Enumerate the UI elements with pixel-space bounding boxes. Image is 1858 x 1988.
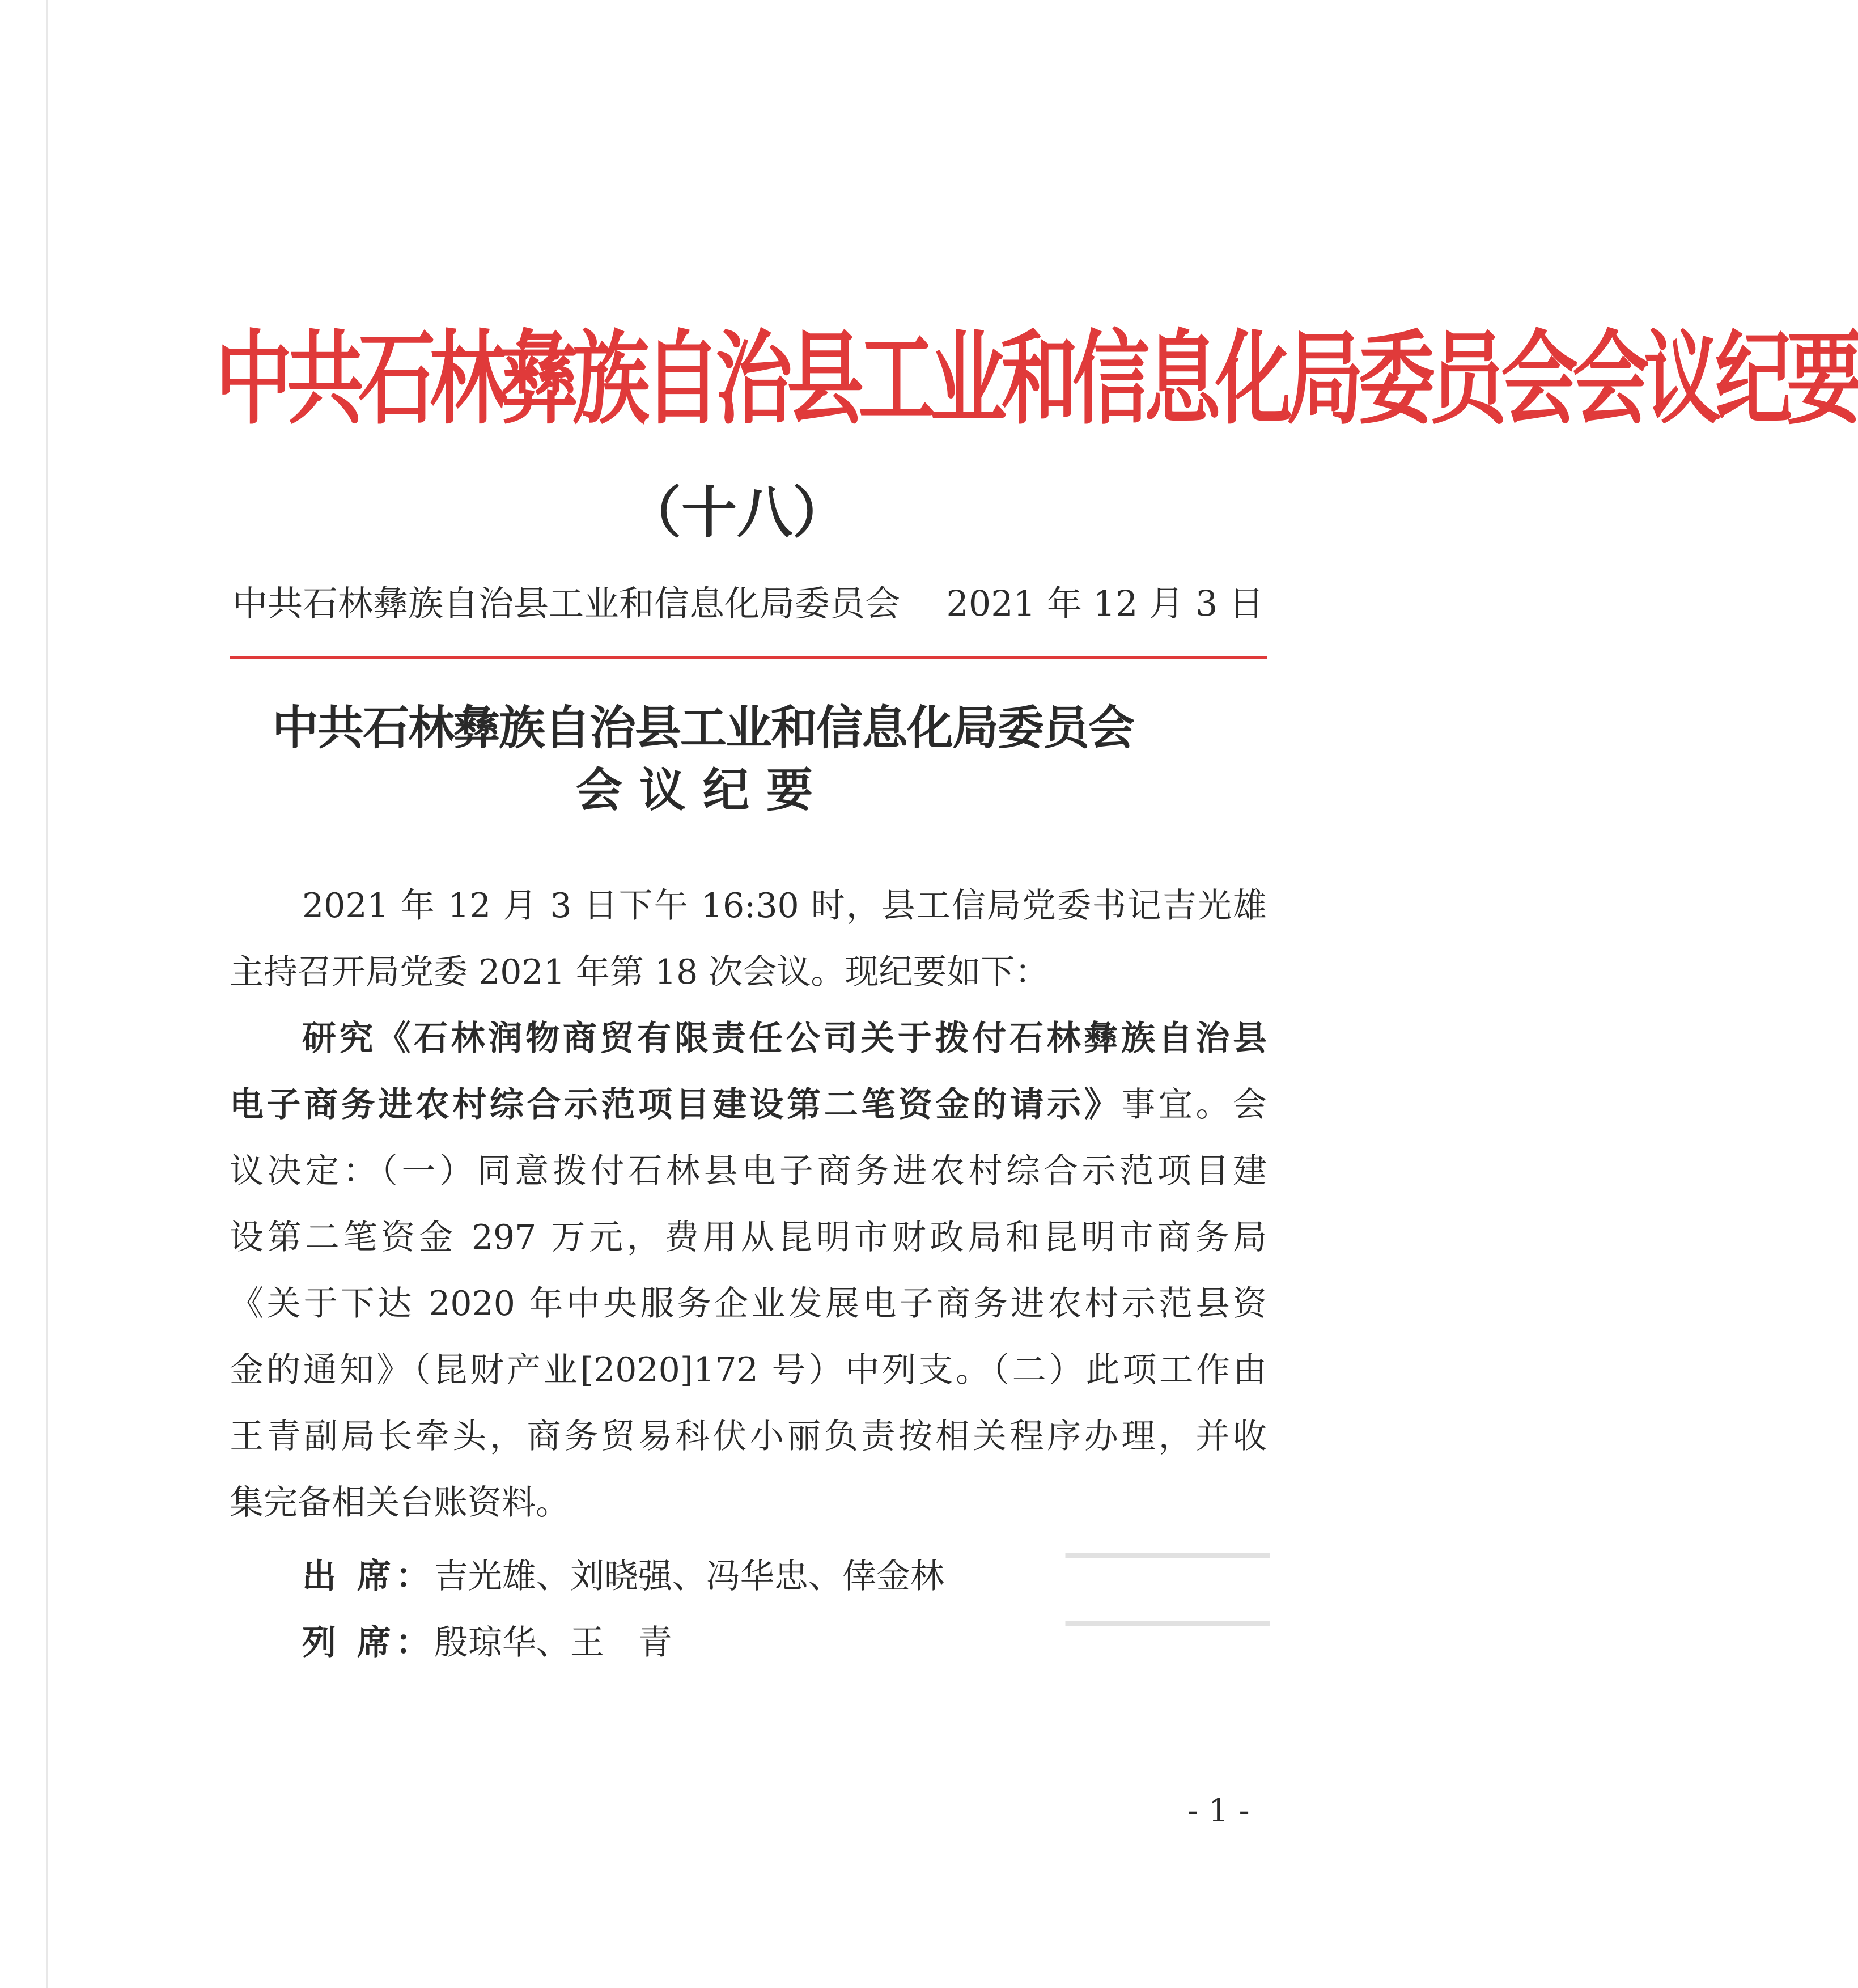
- attending-names: 殷琼华、王 青: [434, 1623, 672, 1663]
- attending-label: 列 席：: [302, 1623, 434, 1663]
- present-names: 吉光雄、刘晓强、冯华忠、倖金林: [434, 1557, 944, 1596]
- issue-date: 2021 年 12 月 3 日: [946, 583, 1264, 624]
- document-title-line-1: 中共石林彝族自治县工业和信息化局委员会: [272, 701, 1134, 755]
- document-body: [230, 873, 1267, 1536]
- topic-line: [230, 1072, 1267, 1138]
- scan-edge-shadow: [46, 0, 48, 1988]
- decision-line: 金的通知》（昆财产业[2020]172 号）中列支。（二）此项工作由: [230, 1350, 1267, 1390]
- decision-line: 王青副局长牵头，商务贸易科伏小丽负责按相关程序办理，并收: [230, 1417, 1267, 1456]
- topic-line: 研究《石林润物商贸有限责任公司关于拨付石林彝族自治县: [302, 1019, 1267, 1058]
- topic-line-rest: 事宜。会: [1121, 1085, 1267, 1125]
- red-header-title: 中共石林彝族自治县工业和信息化局委员会会议纪要: [215, 320, 1858, 439]
- topic-title-tail: 电子商务进农村综合示范项目建设第二笔资金的请示》: [230, 1085, 1122, 1125]
- show-through-text: ▁▁▁▁▁▁▁▁▁: [1066, 1621, 1270, 1655]
- decision-line: 《关于下达 2020 年中央服务企业发展电子商务进农村示范县资: [230, 1284, 1267, 1324]
- present-label: 出 席：: [302, 1557, 434, 1596]
- decision-line: 集完备相关台账资料。: [230, 1483, 570, 1523]
- issuer-name: 中共石林彝族自治县工业和信息化局委员会: [232, 583, 901, 624]
- issuer-line: [232, 575, 1264, 632]
- issue-number: （十八）: [625, 481, 848, 545]
- intro-line: 2021 年 12 月 3 日下午 16:30 时，县工信局党委书记吉光雄: [302, 886, 1267, 926]
- decision-line: 设第二笔资金 297 万元，费用从昆明市财政局和昆明市商务局: [230, 1218, 1267, 1257]
- red-separator-rule: [230, 656, 1267, 659]
- page-number: - 1 -: [1187, 1792, 1250, 1829]
- show-through-text: ▁▁▁▁▁▁▁▁▁: [1066, 1553, 1270, 1587]
- intro-line: 主持召开局党委 2021 年第 18 次会议。现纪要如下：: [230, 952, 1049, 992]
- document-title-line-2: 会议纪要: [575, 764, 830, 817]
- decision-line: 议决定：（一）同意拨付石林县电子商务进农村综合示范项目建: [230, 1151, 1267, 1191]
